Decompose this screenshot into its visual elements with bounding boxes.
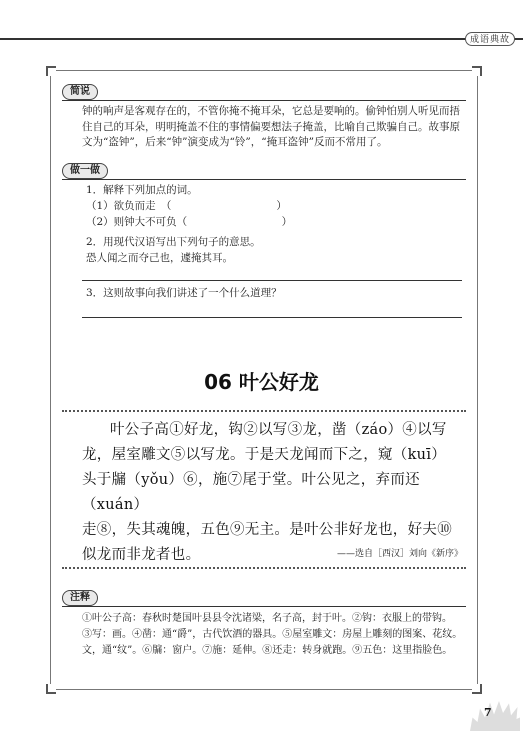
intro-rule	[62, 100, 466, 101]
question-3: 3．这则故事向我们讲述了一个什么道理？	[86, 287, 282, 299]
story-line: 走⑧，失其魂魄，五色⑨无主。是叶公非好龙也，好夫⑩	[82, 522, 452, 538]
question-1: 1．解释下列加点的词。	[86, 184, 198, 196]
frame-corner	[472, 66, 482, 76]
story-line: 龙，屋室雕文⑤以写龙。于是天龙闻而下之，窥（kuī）	[82, 447, 447, 463]
notes-tag: 注释	[62, 590, 98, 606]
story-bottom-rule	[62, 567, 466, 569]
intro-text: 钟的响声是客观存在的，不管你掩不掩耳朵，它总是要响的。偷钟怕别人听见而捂住自己的耳朵，明明掩盖不住的事情偏要想法子掩盖，比喻自己欺骗自己。故事原文为“盗钟”，后来“钟”演变成为“铃”，“掩耳盗钟”反而不常用了。	[82, 105, 460, 148]
answer-line	[82, 317, 462, 318]
page-number: 7	[484, 706, 492, 719]
note-line: ①叶公子高：春秋时楚国叶县县令沈诸梁，名子高，封于叶。②钩：衣服上的带钩。	[82, 613, 452, 624]
section-label: 成语典故	[465, 32, 515, 46]
question-1b: （2）则钟大不可负（ ）	[86, 216, 293, 228]
question-1a: （1）欲负而走 （ ）	[86, 200, 287, 212]
answer-line	[82, 280, 462, 281]
intro-tag: 简说	[62, 84, 98, 100]
story-source: ——选自［西汉］刘向《新序》	[336, 549, 463, 559]
frame-corner	[46, 66, 56, 76]
frame-corner	[472, 684, 482, 694]
question-2: 2．用现代汉语写出下列句子的意思。	[86, 236, 261, 248]
header-rule	[0, 38, 523, 40]
page-number-badge	[470, 701, 520, 731]
story-line: 似龙而非龙者也。	[82, 547, 201, 563]
notes-text	[82, 611, 467, 659]
notes-rule	[62, 606, 466, 607]
story-line: 叶公子高①好龙，钩②以写③龙，凿（záo）④以写	[110, 422, 447, 438]
question-2-sentence: 恐人闻之而夺己也，遽掩其耳。	[86, 252, 233, 264]
note-line: 文，通“纹”。⑥牖：窗户。⑦施：延伸。⑧还走：转身就跑。⑨五色：这里指脸色。	[82, 645, 453, 656]
note-line: ③写：画。④凿：通“爵”，古代饮酒的器具。⑤屋室雕文：房屋上雕刻的图案、花纹。	[82, 629, 463, 640]
story-line: 头于牖（yǒu）⑥，施⑦尾于堂。叶公见之，弃而还（xuán）	[82, 472, 420, 513]
story-title: 06 叶公好龙	[204, 370, 319, 394]
exercise-tag: 做一做	[62, 163, 108, 179]
exercise-rule	[62, 179, 466, 180]
frame-corner	[46, 684, 56, 694]
story-top-rule	[62, 410, 466, 412]
starburst-decoration	[470, 701, 520, 731]
